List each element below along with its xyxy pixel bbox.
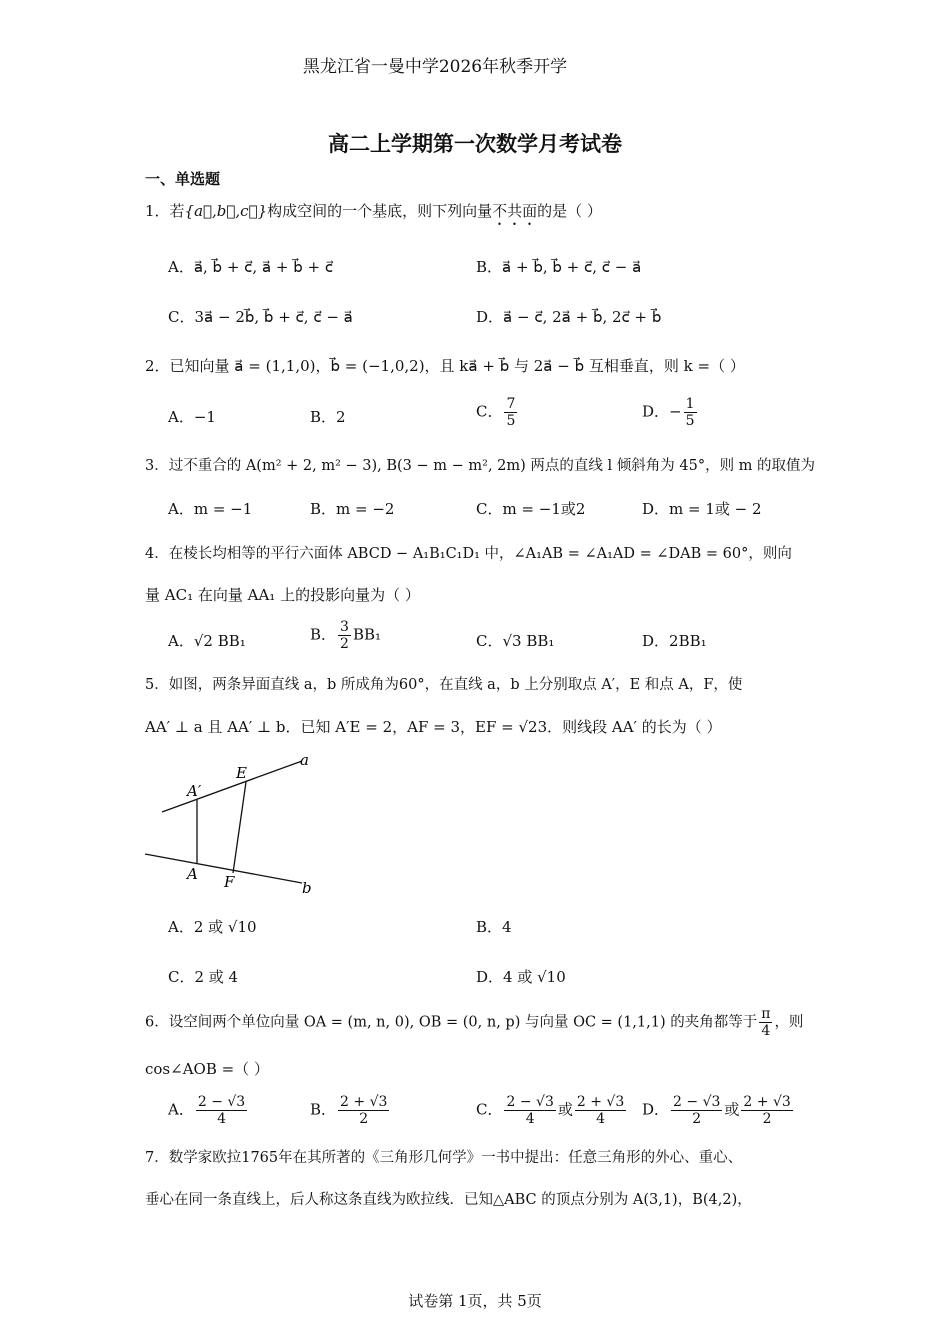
label-e: E	[236, 764, 247, 782]
q4-option-b: B． $\frac{3}{2}$ BB₁	[310, 619, 382, 652]
q2-option-d: D．− $\frac{1}{5}$	[642, 396, 695, 429]
q1-option-a: A．a⃗, b⃗ + c⃗, a⃗ + b⃗ + c⃗	[168, 258, 334, 276]
q5-option-d: D．4 或 √10	[476, 968, 566, 986]
question-1	[145, 200, 602, 229]
page-footer: 试卷第 1页，共 5页	[408, 1292, 542, 1310]
q1-basis: {a⃗,b⃗,c⃗}	[184, 202, 268, 220]
label-a: a	[300, 751, 309, 769]
label-point-a: A	[187, 865, 198, 883]
q5-option-b: B．4	[476, 918, 512, 936]
label-f: F	[224, 873, 235, 891]
q1-post: 的是（ ）	[537, 202, 602, 220]
label-a-prime: A′	[187, 782, 202, 800]
skew-lines-figure	[140, 748, 330, 896]
q3-option-c: C．m = −1或2	[476, 500, 586, 518]
q2-c-numerator: 7	[506, 396, 516, 412]
q6-pi-denominator: 4	[761, 1023, 771, 1039]
q3-option-a: A．m = −1	[168, 500, 253, 518]
question-3: 3．过不重合的 A(m² + 2, m² − 3), B(3 − m − m², 2m) 两点的直线 l 倾斜角为 45°，则 m 的取值为	[145, 458, 816, 474]
q6-option-c: C． $\frac{2 - √3}{4}$ 或 $\frac{2 + √3}{4}$	[476, 1094, 625, 1127]
q2-d-numerator: 1	[685, 396, 695, 412]
q1-option-c: C．3a⃗ − 2b⃗, b⃗ + c⃗, c⃗ − a⃗	[168, 308, 353, 326]
question-6-line-1: 6．设空间两个单位向量 OA = (m, n, 0), OB = (0, n, p) 与向量 OC = (1,1,1) 的夹角都等于 $\frac{\pi}{4}$ ，则	[145, 1006, 804, 1039]
question-7-line-2: 垂心在同一条直线上，后人称这条直线为欧拉线．已知△ABC 的顶点分别为 A(3,1)，B(4,2)，	[145, 1192, 752, 1208]
q6-pi: π	[761, 1006, 771, 1022]
label-b: b	[302, 879, 312, 896]
segment-ef	[233, 782, 246, 873]
exam-title: 高二上学期第一次数学月考试卷	[328, 131, 622, 156]
q4-option-a: A．√2 BB₁	[168, 632, 246, 650]
q4-b-numerator: 3	[340, 619, 349, 635]
section-heading: 一、单选题	[145, 170, 221, 188]
question-4-line-1: 4．在棱长均相等的平行六面体 ABCD − A₁B₁C₁D₁ 中，∠A₁AB = ∠A₁AD = ∠DAB = 60°，则向	[145, 546, 792, 562]
question-2: 2．已知向量 a⃗ = (1,1,0)，b⃗ = (−1,0,2)，且 ka⃗ + b⃗ 与 2a⃗ − b⃗ 互相垂直，则 k =（ ）	[145, 357, 745, 375]
q2-option-b: B．2	[310, 408, 346, 426]
line-a	[162, 761, 302, 812]
q2-d-denominator: 5	[685, 413, 695, 429]
q2-option-c: C． $\frac{7}{5}$	[476, 396, 516, 429]
q1-pre: 1．若	[145, 202, 185, 220]
q4-option-c: C．√3 BB₁	[476, 632, 555, 650]
q1-mid: 构成空间的一个基底，则下列向量	[267, 202, 493, 220]
q4-option-d: D．2BB₁	[642, 632, 707, 650]
q4-b-vector: BB₁	[352, 625, 382, 644]
q6-option-d: D． $\frac{2 - √3}{2}$ 或 $\frac{2 + √3}{2}$	[642, 1094, 791, 1127]
q3-option-d: D．m = 1或 − 2	[642, 500, 762, 518]
question-5-line-1: 5．如图，两条异面直线 a，b 所成角为60°，在直线 a，b 上分别取点 A′，E 和点 A，F，使	[145, 677, 743, 693]
q1-emphasis: 不共面	[492, 202, 538, 220]
question-7-line-1: 7．数学家欧拉1765年在其所著的《三角形几何学》一书中提出：任意三角形的外心、重心、	[145, 1150, 743, 1166]
q2-option-a: A．−1	[168, 408, 216, 426]
q6-option-a: A． $\frac{2 - √3}{4}$	[168, 1094, 246, 1127]
q4-b-denominator: 2	[340, 636, 349, 652]
q1-option-b: B．a⃗ + b⃗, b⃗ + c⃗, c⃗ − a⃗	[476, 258, 642, 276]
school-header: 黑龙江省一曼中学2026年秋季开学	[302, 57, 568, 77]
q1-option-d: D．a⃗ − c⃗, 2a⃗ + b⃗, 2c⃗ + b⃗	[476, 308, 662, 326]
question-4-line-2: 量 AC₁ 在向量 AA₁ 上的投影向量为（ ）	[145, 586, 420, 604]
q5-option-c: C．2 或 4	[168, 968, 239, 986]
q3-option-b: B．m = −2	[310, 500, 395, 518]
q5-option-a: A．2 或 √10	[168, 918, 257, 936]
q2-c-denominator: 5	[506, 413, 516, 429]
question-5-line-2: AA′ ⊥ a 且 AA′ ⊥ b．已知 A′E = 2，AF = 3，EF = √23．则线段 AA′ 的长为（ ）	[145, 718, 722, 736]
question-6-line-2: cos∠AOB =（ ）	[145, 1060, 269, 1078]
q6-option-b: B． $\frac{2 + √3}{2}$	[310, 1094, 388, 1127]
